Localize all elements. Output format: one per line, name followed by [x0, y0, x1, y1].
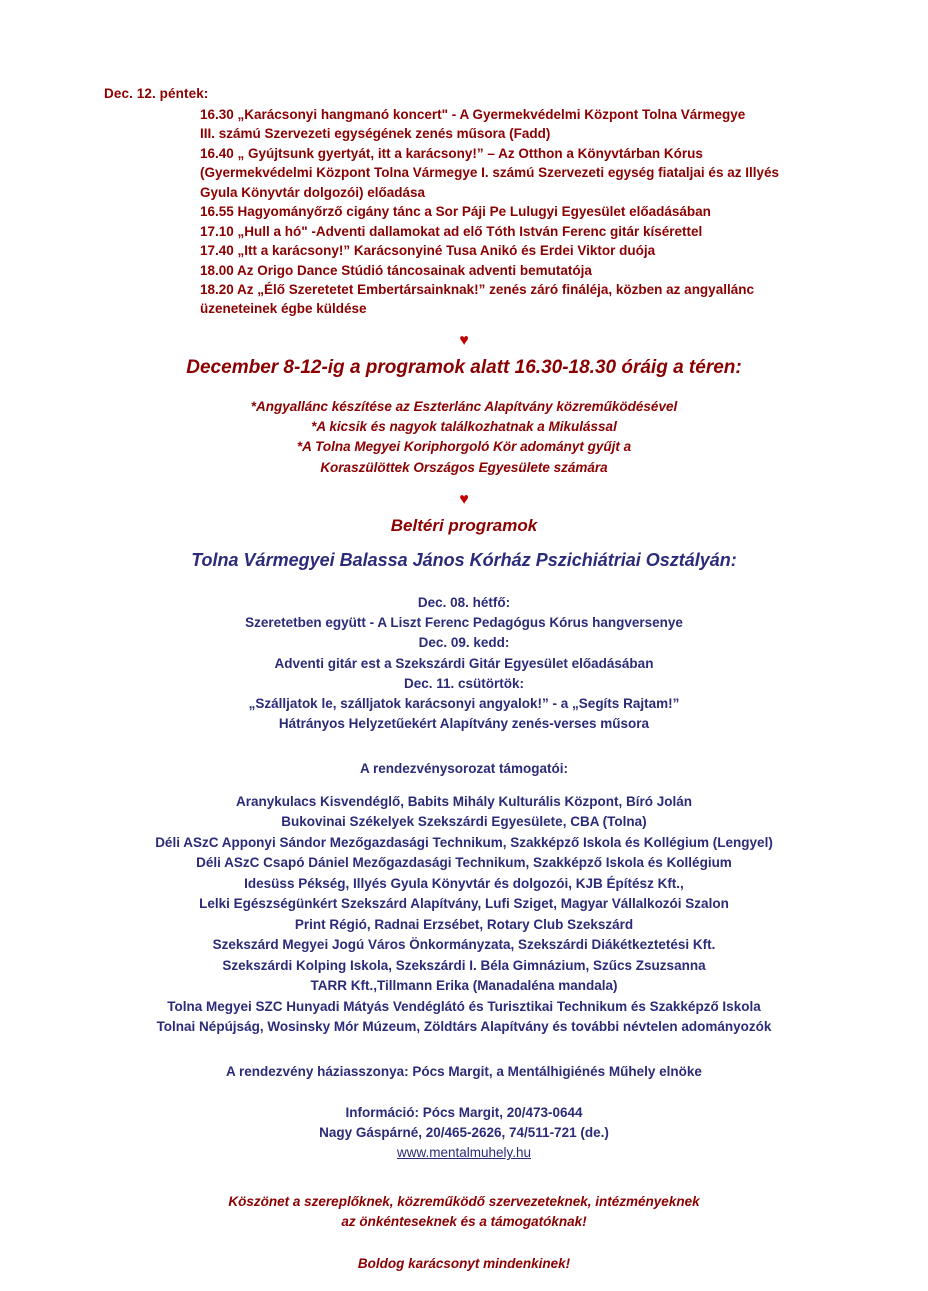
schedule-desc: Adventi gitár est a Szekszárdi Gitár Egyesület előadásában — [274, 655, 654, 671]
hospital-venue-title: Tolna Vármegyei Balassa János Kórház Pszichiátriai Osztályán: — [191, 549, 737, 570]
list-item: 16.30 „Karácsonyi hangmanó koncert" - A Gyermekvédelmi Központ Tolna Vármegye — [200, 107, 746, 122]
friday-program-list — [104, 105, 824, 319]
thanks-line-1: Köszönet a szereplőknek, közreműködő szervezeteknek, intézményeknek — [228, 1193, 700, 1209]
schedule-desc: Szeretetben együtt - A Liszt Ferenc Pedagógus Kórus hangversenye — [245, 615, 683, 631]
friday-heading: Dec. 12. péntek: — [104, 86, 209, 101]
schedule-desc: „Szálljatok le, szálljatok karácsonyi angyalok!” - a „Segíts Rajtam!” — [248, 696, 680, 712]
contact-info — [104, 1103, 824, 1164]
schedule-date: Dec. 08. hétfő: — [417, 594, 511, 610]
list-item: üzeneteinek égbe küldése — [200, 301, 367, 317]
contact-line-2-tail: .) — [600, 1125, 609, 1140]
list-item: Aranykulacs Kisvendéglő, Babits Mihály Kulturális Központ, Bíró Jolán — [235, 793, 693, 809]
list-item: Lelki Egészségünkért Szekszárd Alapítvány, Lufi Sziget, Magyar Vállalkozói Szalon — [199, 896, 729, 912]
thanks-block — [104, 1192, 824, 1233]
list-item: Déli ASzC Csapó Dániel Mezőgazdasági Technikum, Szakképző Iskola és Kollégium — [196, 855, 732, 871]
list-item: 16.55 Hagyományőrző cigány tánc a Sor Páji Pe Lulugyi Egyesület előadásában — [200, 204, 711, 220]
list-item: 16.40 „ Gyújtsunk gyertyát, itt a karácsony!” – Az Otthon a Könyvtárban Kórus — [200, 145, 703, 161]
list-item: Tolnai Népújság, Wosinsky Mór Múzeum, Zöldtárs Alapítvány és további névtelen adományozók — [156, 1019, 772, 1035]
schedule-date: Dec. 09. kedd: — [418, 635, 510, 651]
list-item: *A Tolna Megyei Koriphorgoló Kör adományt gyűjt a — [296, 439, 632, 455]
list-item: *A kicsik és nagyok találkozhatnak a Mikulással — [311, 419, 617, 435]
contact-line-1: Információ: Pócs Margit, 20/473-0644 — [345, 1104, 583, 1120]
list-item: TARR Kft.,Tillmann Erika (Manadaléna mandala) — [310, 978, 618, 994]
heart-icon: ♥ — [459, 331, 469, 349]
list-item: Koraszülöttek Országos Egyesülete számára — [320, 459, 608, 475]
list-item: Déli ASzC Apponyi Sándor Mezőgazdasági Technikum, Szakképző Iskola és Kollégium (Lengyel) — [155, 834, 773, 850]
hostess-line: A rendezvény háziasszonya: Pócs Margit, a Mentálhigiénés Műhely elnöke — [226, 1063, 702, 1079]
list-item: Print Régió, Radnai Erzsébet, Rotary Club Szekszárd — [294, 916, 634, 932]
list-item: 17.10 „Hull a hó" -Adventi dallamokat ad elő Tóth István Ferenc gitár kísérettel — [200, 223, 703, 239]
heart-icon: ♥ — [459, 490, 469, 508]
list-item: 18.00 Az Origo Dance Stúdió táncosainak adventi bemutatója — [200, 262, 592, 278]
merry-christmas-line: Boldog karácsonyt mindenkinek! — [357, 1256, 571, 1271]
indoor-schedule — [104, 593, 824, 735]
website-link-wrap — [104, 1143, 824, 1163]
schedule-date: Dec. 11. csütörtök: — [403, 675, 525, 691]
list-item: Bukovinai Székelyek Szekszárdi Egyesülete, CBA (Tolna) — [281, 814, 647, 830]
list-item: Szekszárd Megyei Jogú Város Önkormányzata, Szekszárdi Diákétkeztetési Kft. — [212, 937, 716, 953]
schedule-desc: Hátrányos Helyzetűekért Alapítvány zenés-verses műsora — [278, 716, 650, 732]
sponsors-title: A rendezvénysorozat támogatói: — [359, 760, 569, 776]
list-item: Tolna Megyei SZC Hunyadi Mátyás Vendéglátó és Turisztikai Technikum és Szakképző Iskola — [167, 998, 761, 1014]
list-item: Szekszárdi Kolping Iskola, Szekszárdi I. Béla Gimnázium, Szűcs Zsuzsanna — [222, 957, 706, 973]
thanks-line-2: az önkénteseknek és a támogatóknak! — [341, 1213, 587, 1229]
list-item: Gyula Könyvtár dolgozói) előadása — [200, 184, 426, 200]
list-item: (Gyermekvédelmi Központ Tolna Vármegye I. számú Szervezeti egység fiataljai és az Illyés — [200, 165, 779, 181]
outdoor-programs-title: December 8-12-ig a programok alatt 16.30-18.30 óráig a téren: — [186, 356, 742, 378]
indoor-programs-title: Beltéri programok — [390, 515, 538, 535]
sponsors-list — [104, 792, 824, 1038]
website-link[interactable]: www.mentalmuhely.hu — [396, 1145, 532, 1161]
contact-line-2-text: Nagy Gáspárné, 20/465-2626, 74/511-721 (de — [319, 1125, 601, 1140]
list-item: *Angyallánc készítése az Eszterlánc Alapítvány közreműködésével — [250, 398, 678, 414]
list-item: 17.40 „Itt a karácsony!” Karácsonyiné Tusa Anikó és Erdei Viktor duója — [200, 243, 656, 259]
list-item: Idesüss Pékség, Illyés Gyula Könyvtár és dolgozói, KJB Építész Kft., — [244, 875, 684, 891]
list-item: III. számú Szervezeti egységének zenés műsora (Fadd) — [200, 126, 551, 142]
contact-line-2 — [104, 1123, 824, 1143]
outdoor-programs-list — [104, 397, 824, 478]
list-item: 18.20 Az „Élő Szeretetet Embertársainknak!” zenés záró fináléja, közben az angyallánc — [200, 281, 754, 297]
